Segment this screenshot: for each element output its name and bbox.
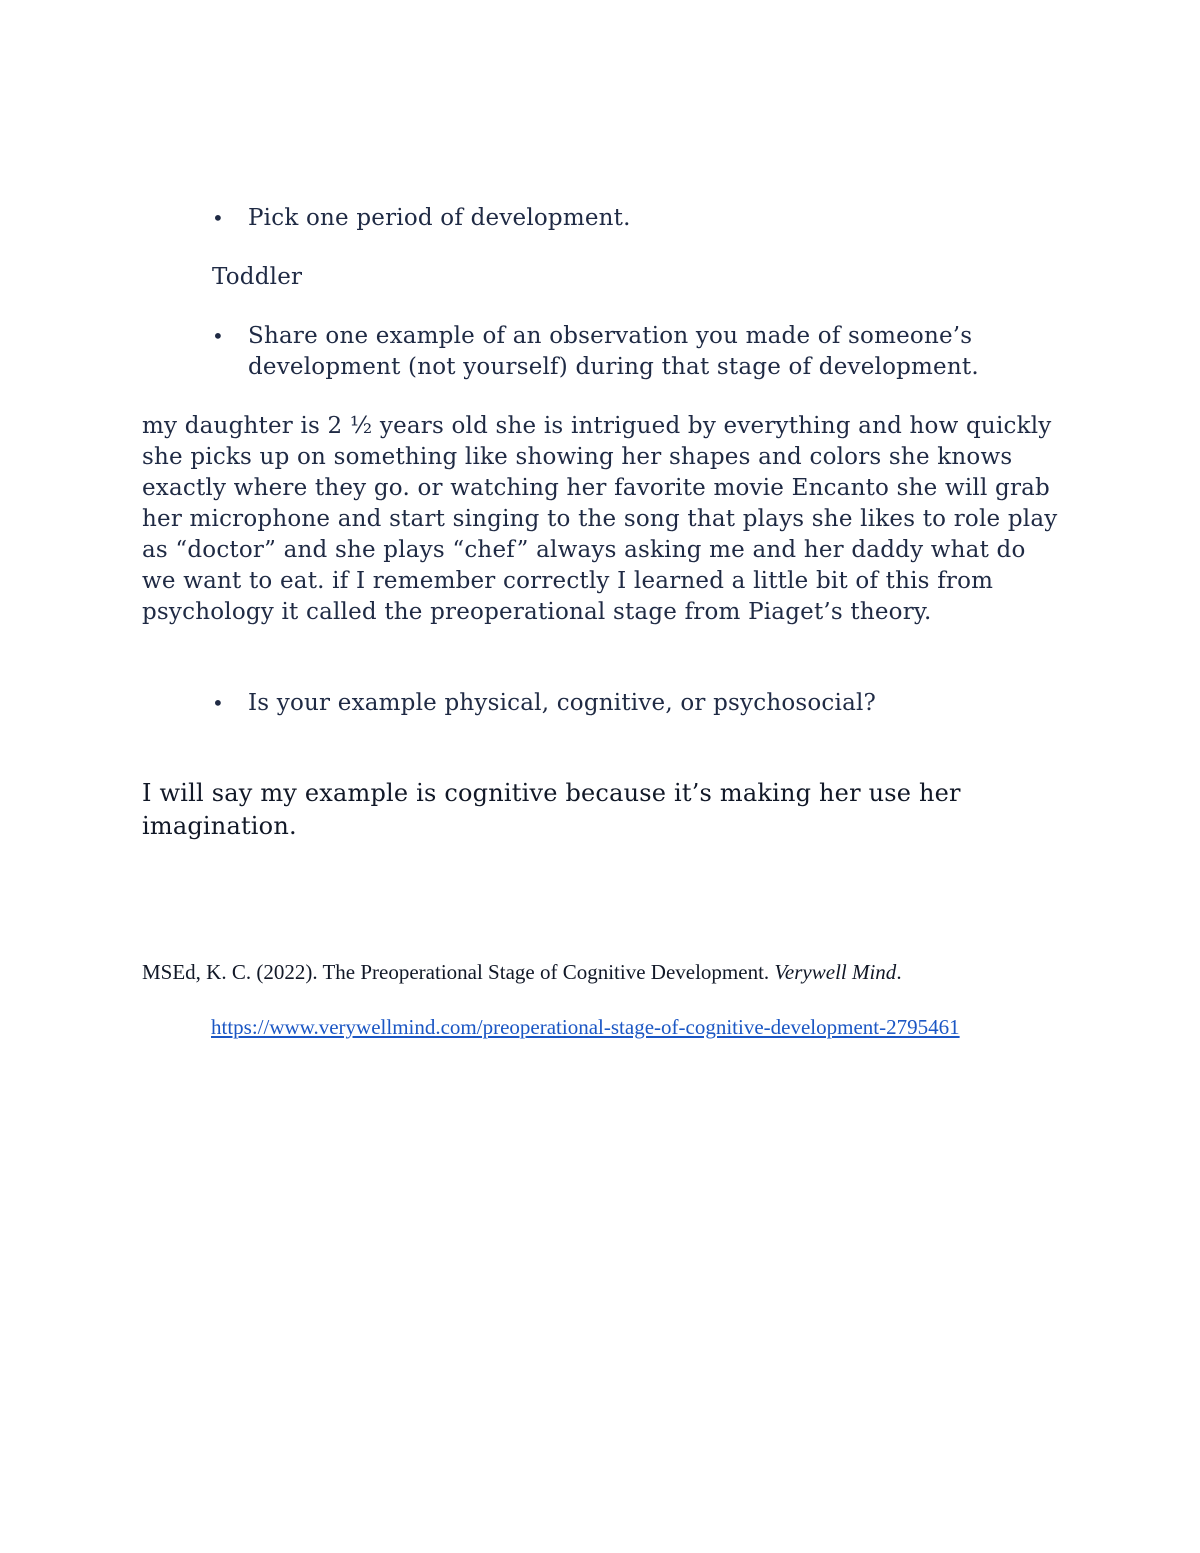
bullet-item-period [212,203,631,234]
bullet-icon: • [212,691,224,715]
bullet-icon: • [212,206,224,230]
answer-period: Toddler [212,264,303,290]
bullet-text: Is your example physical, cognitive, or psychosocial? [248,690,877,716]
citation-suffix: . [896,960,902,984]
citation-link[interactable]: https://www.verywellmind.com/preoperational-stage-of-cognitive-development-2795461 [211,1015,960,1039]
answer-observation: my daughter is 2 ½ years old she is intrigued by everything and how quickly she picks up on something like showing her shapes and colors she knows exactly where they go. or watching her favorite movie Encanto she will grab her microphone and start singing to the song that plays she likes to role play as “doctor” and she plays “chef” always asking me and her daddy what do we want to eat. if I remember correctly I learned a little bit of this from psychology it called the preoperational stage from Piaget’s theory. [142,413,1058,625]
answer-category: I will say my example is cognitive because it’s making her use her imagination. [142,779,961,840]
bullet-text: Share one example of an observation you made of someone’s development (not yourself) during that stage of development. [248,323,979,380]
citation [142,958,902,986]
bullet-icon: • [212,324,224,348]
citation-source: Verywell Mind [774,960,897,984]
bullet-text: Pick one period of development. [248,205,631,231]
bullet-item-category [212,688,876,719]
citation-prefix: MSEd, K. C. (2022). The Preoperational Stage of Cognitive Development. [142,960,775,984]
bullet-item-observation [212,321,1012,383]
